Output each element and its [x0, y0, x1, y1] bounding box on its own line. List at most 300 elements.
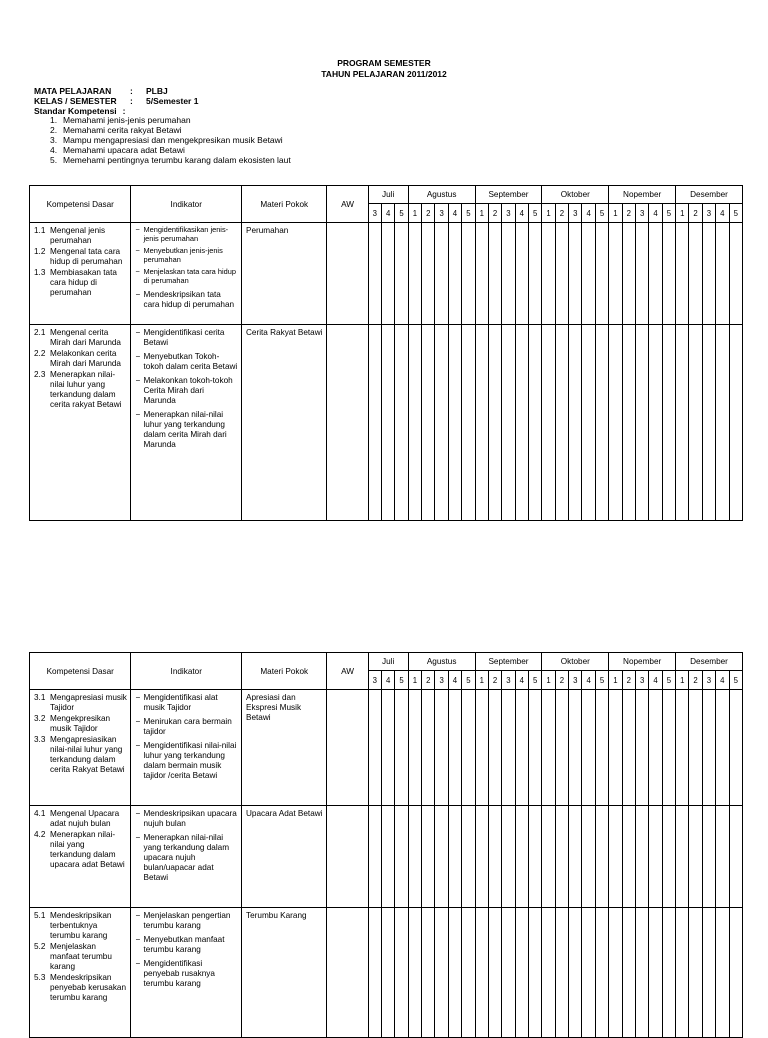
kd-num: 2.1 [34, 328, 46, 337]
week-cell [515, 223, 528, 325]
week-header: 1 [609, 671, 622, 690]
subject-label: MATA PELAJARAN [34, 86, 112, 96]
indikator-item [135, 693, 238, 713]
week-cell [716, 806, 729, 908]
week-cell [595, 690, 608, 806]
week-header: 3 [702, 671, 715, 690]
kd-text: Menerapkan nilai-nilai yang terkandung dalam upacara adat Betawi [50, 830, 125, 869]
week-cell [622, 325, 635, 521]
week-cell [676, 908, 689, 1038]
kd-text: Membiasakan tata cara hidup di perumahan [50, 268, 117, 297]
kd-item [34, 328, 127, 348]
indikator-text: Mengidentifikasikan jenis-jenis perumahan [143, 225, 229, 243]
week-cell [676, 690, 689, 806]
week-cell [462, 908, 475, 1038]
kd-text: Mengenal jenis perumahan [50, 226, 106, 245]
indikator-text: Melakonkan tokoh-tokoh Cerita Mirah dari Marunda [143, 376, 233, 405]
kd-num: 3.1 [34, 693, 46, 702]
sk-num: 3. [50, 134, 58, 145]
week-cell [381, 690, 394, 806]
week-header: 4 [582, 204, 595, 223]
materi-pokok-text: Cerita Rakyat Betawi [246, 328, 323, 337]
kd-text: Menjelaskan manfaat terumbu karang [50, 942, 112, 971]
week-header: 5 [729, 671, 743, 690]
week-cell [555, 806, 568, 908]
week-header: 1 [408, 204, 421, 223]
week-cell [635, 690, 648, 806]
week-cell [582, 806, 595, 908]
aw-cell [327, 223, 368, 325]
month-header: Oktober [542, 186, 609, 204]
week-cell [435, 325, 448, 521]
kd-text: Mendeskripsikan penyebab kerusakan terumbu karang [50, 973, 127, 1002]
indikator-list [131, 908, 241, 995]
week-cell [622, 223, 635, 325]
week-header: 4 [515, 671, 528, 690]
bullet-dash: − [135, 959, 141, 968]
week-cell [448, 223, 461, 325]
kd-item [34, 268, 127, 298]
indikator-text: Menerapkan nilai-nilai yang terkandung dalam upacara nujuh bulan/uapacar adat Betawi [143, 833, 230, 882]
indikator-item [135, 809, 238, 829]
week-cell [595, 806, 608, 908]
week-cell [729, 690, 743, 806]
bullet-dash: − [135, 833, 141, 842]
week-cell [555, 908, 568, 1038]
week-header: 5 [595, 204, 608, 223]
bullet-dash: − [135, 376, 141, 385]
materi-pokok-text: Perumahan [246, 226, 289, 235]
month-header: Oktober [542, 653, 609, 671]
indikator-list [131, 690, 241, 787]
week-cell [635, 806, 648, 908]
kd-num: 3.2 [34, 714, 46, 723]
week-cell [422, 223, 435, 325]
week-cell [422, 325, 435, 521]
week-cell [529, 806, 542, 908]
week-cell [422, 690, 435, 806]
week-cell [662, 223, 675, 325]
week-header: 4 [716, 671, 729, 690]
week-cell [502, 325, 515, 521]
colon: : [122, 105, 126, 116]
materi-pokok-cell [242, 325, 327, 521]
week-cell [662, 325, 675, 521]
indikator-list [131, 223, 241, 316]
week-cell [395, 908, 408, 1038]
kd-num: 1.1 [34, 226, 46, 235]
class-label: KELAS / SEMESTER [34, 95, 117, 106]
week-header: 1 [408, 671, 421, 690]
week-header: 3 [702, 204, 715, 223]
sk-list [34, 116, 291, 165]
indikator-item [135, 911, 238, 931]
week-cell [488, 806, 501, 908]
aw-cell [327, 325, 368, 521]
week-cell [475, 908, 488, 1038]
week-cell [488, 908, 501, 1038]
week-cell [475, 806, 488, 908]
week-header: 4 [381, 204, 394, 223]
sk-num: 1. [50, 115, 58, 126]
month-header: September [475, 186, 542, 204]
week-header: 4 [448, 671, 461, 690]
week-cell [662, 908, 675, 1038]
week-header: 2 [555, 204, 568, 223]
kd-list [30, 690, 130, 778]
week-cell [676, 223, 689, 325]
week-header: 5 [395, 204, 408, 223]
week-header: 3 [502, 204, 515, 223]
indikator-item [135, 717, 238, 737]
week-cell [395, 325, 408, 521]
indikator-item [135, 935, 238, 955]
week-cell [689, 806, 702, 908]
week-cell [569, 690, 582, 806]
week-cell [729, 908, 743, 1038]
materi-pokok-text: Apresiasi dan Ekspresi Musik Betawi [246, 693, 302, 722]
week-header: 5 [395, 671, 408, 690]
indikator-cell [131, 806, 242, 908]
week-cell [689, 325, 702, 521]
week-cell [676, 806, 689, 908]
week-cell [716, 223, 729, 325]
week-cell [542, 806, 555, 908]
kd-text: Menerapkan nilai-nilai luhur yang terkandung dalam cerita rakyat Betawi [50, 370, 122, 409]
bullet-dash: − [135, 911, 141, 920]
week-cell [729, 325, 743, 521]
header-kompetensi-dasar: Kompetensi Dasar [30, 653, 131, 690]
sk-num: 2. [50, 125, 58, 136]
week-cell [662, 690, 675, 806]
week-cell [702, 908, 715, 1038]
week-header: 3 [635, 204, 648, 223]
week-cell [408, 908, 421, 1038]
kd-text: Mengapresiasikan nilai-nilai luhur yang terkandung dalam cerita Rakyat Betawi [50, 735, 125, 774]
week-header: 5 [729, 204, 743, 223]
kd-item [34, 809, 127, 829]
kd-text: Melakonkan cerita Mirah dari Marunda [50, 349, 121, 368]
week-cell [368, 223, 381, 325]
indikator-text: Mengidentifikasi penyebab rusaknya terumbu karang [143, 959, 215, 988]
indikator-text: Menjelaskan tata cara hidup di perumahan [143, 267, 236, 285]
kompetensi-dasar-cell [30, 806, 131, 908]
sk-text: Memehami pentingnya terumbu karang dalam ekosisten laut [63, 154, 291, 165]
week-header: 2 [622, 671, 635, 690]
week-cell [569, 223, 582, 325]
month-header: Juli [368, 653, 408, 671]
indikator-text: Menyebutkan jenis-jenis perumahan [143, 246, 223, 264]
kd-num: 1.2 [34, 247, 46, 256]
indikator-text: Mendeskripsikan tata cara hidup di perumahan [143, 289, 235, 309]
week-header: 5 [462, 671, 475, 690]
week-cell [702, 806, 715, 908]
week-cell [569, 908, 582, 1038]
week-header: 1 [676, 204, 689, 223]
month-header: September [475, 653, 542, 671]
materi-pokok-cell [242, 806, 327, 908]
week-cell [475, 690, 488, 806]
week-header: 2 [488, 671, 501, 690]
week-cell [368, 325, 381, 521]
kd-num: 1.3 [34, 268, 46, 277]
week-cell [381, 908, 394, 1038]
kd-item [34, 247, 127, 267]
header-materi-pokok: Materi Pokok [242, 653, 327, 690]
week-header: 4 [515, 204, 528, 223]
table-row [30, 690, 743, 806]
week-header: 5 [529, 671, 542, 690]
week-cell [475, 223, 488, 325]
week-cell [395, 223, 408, 325]
indikator-item [135, 290, 238, 310]
week-cell [622, 806, 635, 908]
document-title: PROGRAM SEMESTER [337, 58, 431, 68]
kd-num: 2.3 [34, 370, 46, 379]
indikator-text: Mengidentifikasi nilai-nilai luhur yang terkandung dalam bermain musik tajidor /cerita Betawi [143, 741, 237, 780]
kd-num: 5.3 [34, 973, 46, 982]
week-cell [381, 806, 394, 908]
week-cell [609, 325, 622, 521]
indikator-text: Menjelaskan pengertian terumbu karang [143, 911, 231, 930]
kd-list [30, 908, 130, 1006]
week-cell [649, 806, 662, 908]
aw-cell [327, 806, 368, 908]
week-cell [622, 908, 635, 1038]
week-cell [609, 690, 622, 806]
week-cell [542, 908, 555, 1038]
header-materi-pokok: Materi Pokok [242, 186, 327, 223]
week-cell [595, 223, 608, 325]
indikator-cell [131, 223, 242, 325]
kd-item [34, 714, 127, 734]
sk-text: Memahami jenis-jenis perumahan [63, 115, 191, 126]
indikator-text: Mendeskripsikan upacara nujuh bulan [143, 809, 237, 828]
indikator-list [131, 325, 241, 456]
week-header: 3 [368, 671, 381, 690]
week-cell [595, 908, 608, 1038]
bullet-dash: − [135, 809, 141, 818]
bullet-dash: − [135, 741, 141, 750]
week-cell [408, 223, 421, 325]
week-header: 2 [488, 204, 501, 223]
materi-pokok-cell [242, 908, 327, 1038]
table-row [30, 223, 743, 325]
program-table-1 [29, 185, 743, 521]
week-header: 2 [422, 204, 435, 223]
week-cell [435, 223, 448, 325]
week-header: 1 [542, 671, 555, 690]
week-cell [488, 690, 501, 806]
week-cell [502, 690, 515, 806]
week-header: 4 [582, 671, 595, 690]
week-header: 3 [569, 671, 582, 690]
kd-item [34, 830, 127, 870]
bullet-dash: − [135, 935, 141, 944]
month-header: Nopember [609, 186, 676, 204]
sk-num: 5. [50, 154, 58, 165]
week-cell [462, 325, 475, 521]
kd-num: 5.2 [34, 942, 46, 951]
indikator-text: Menerapkan nilai-nilai luhur yang terkandung dalam cerita Mirah dari Marunda [143, 410, 227, 449]
week-header: 5 [529, 204, 542, 223]
week-cell [395, 690, 408, 806]
week-cell [689, 690, 702, 806]
week-cell [422, 908, 435, 1038]
header-aw: AW [327, 653, 368, 690]
week-header: 3 [435, 204, 448, 223]
kd-text: Mengenal Upacara adat nujuh bulan [50, 809, 120, 828]
bullet-dash: − [135, 410, 141, 419]
kd-item [34, 735, 127, 775]
week-cell [462, 806, 475, 908]
week-cell [488, 223, 501, 325]
week-header: 4 [448, 204, 461, 223]
kd-num: 2.2 [34, 349, 46, 358]
week-cell [609, 806, 622, 908]
week-header: 5 [662, 671, 675, 690]
week-header: 4 [381, 671, 394, 690]
week-cell [502, 806, 515, 908]
indikator-cell [131, 325, 242, 521]
week-header: 1 [609, 204, 622, 223]
bullet-dash: − [135, 225, 140, 234]
week-cell [435, 806, 448, 908]
subject-value: PLBJ [146, 86, 168, 96]
kd-text: Mengapresiasi musik Tajidor [50, 693, 127, 712]
week-header: 4 [649, 204, 662, 223]
week-cell [435, 690, 448, 806]
week-cell [555, 223, 568, 325]
sk-text: Mampu mengapresiasi dan mengekpresikan musik Betawi [63, 134, 283, 145]
week-header: 1 [475, 204, 488, 223]
week-cell [462, 690, 475, 806]
week-cell [435, 908, 448, 1038]
indikator-text: Menirukan cara bermain tajidor [143, 717, 232, 736]
aw-cell [327, 690, 368, 806]
week-header: 4 [649, 671, 662, 690]
week-header: 2 [555, 671, 568, 690]
kd-text: Mengekpresikan musik Tajidor [50, 714, 111, 733]
kd-text: Mengenal tata cara hidup di perumahan [50, 247, 123, 266]
week-cell [381, 223, 394, 325]
week-cell [635, 325, 648, 521]
week-cell [529, 690, 542, 806]
indikator-item [135, 268, 238, 285]
kd-num: 4.2 [34, 830, 46, 839]
indikator-cell [131, 908, 242, 1038]
table-row [30, 325, 743, 521]
bullet-dash: − [135, 328, 141, 337]
kd-item [34, 942, 127, 972]
indikator-text: Menyebutkan manfaat terumbu karang [143, 935, 225, 954]
month-header: Agustus [408, 186, 475, 204]
week-cell [662, 806, 675, 908]
week-cell [408, 690, 421, 806]
week-cell [408, 806, 421, 908]
week-cell [649, 223, 662, 325]
class-value: 5/Semester 1 [146, 95, 199, 106]
month-header: Desember [676, 653, 743, 671]
sk-num: 4. [50, 144, 58, 155]
week-header: 3 [368, 204, 381, 223]
sk-item [50, 156, 291, 166]
week-cell [368, 690, 381, 806]
week-header: 2 [689, 204, 702, 223]
kd-list [30, 325, 130, 413]
kd-item [34, 973, 127, 1003]
bullet-dash: − [135, 352, 141, 361]
indikator-item [135, 352, 238, 372]
week-cell [609, 223, 622, 325]
kompetensi-dasar-cell [30, 325, 131, 521]
header-kompetensi-dasar: Kompetensi Dasar [30, 186, 131, 223]
week-cell [729, 223, 743, 325]
week-header: 1 [676, 671, 689, 690]
meta-block [34, 87, 291, 165]
week-cell [649, 325, 662, 521]
week-cell [582, 690, 595, 806]
week-header: 2 [622, 204, 635, 223]
indikator-item [135, 741, 238, 781]
week-cell [515, 690, 528, 806]
week-cell [542, 690, 555, 806]
bullet-dash: − [135, 289, 141, 299]
kd-text: Mengenal cerita Mirah dari Marunda [50, 328, 121, 347]
week-cell [542, 325, 555, 521]
indikator-item [135, 328, 238, 348]
indikator-item [135, 226, 238, 243]
week-cell [408, 325, 421, 521]
week-cell [582, 908, 595, 1038]
week-cell [569, 806, 582, 908]
indikator-text: Mengidentifikasi alat musik Tajidor [143, 693, 218, 712]
week-cell [448, 806, 461, 908]
week-cell [529, 325, 542, 521]
week-cell [689, 908, 702, 1038]
week-cell [488, 325, 501, 521]
header-indikator: Indikator [131, 653, 242, 690]
week-cell [676, 325, 689, 521]
indikator-text: Mengidentifikasi cerita Betawi [143, 328, 225, 347]
kd-num: 3.3 [34, 735, 46, 744]
week-cell [729, 806, 743, 908]
week-header: 3 [569, 204, 582, 223]
week-cell [368, 908, 381, 1038]
week-header: 5 [662, 204, 675, 223]
header-indikator: Indikator [131, 186, 242, 223]
week-header: 2 [689, 671, 702, 690]
week-cell [569, 325, 582, 521]
week-header: 5 [462, 204, 475, 223]
kompetensi-dasar-cell [30, 690, 131, 806]
table-row [30, 806, 743, 908]
indikator-list [131, 806, 241, 889]
indikator-item [135, 959, 238, 989]
week-cell [475, 325, 488, 521]
materi-pokok-text: Terumbu Karang [246, 911, 307, 920]
week-cell [448, 325, 461, 521]
week-cell [368, 806, 381, 908]
week-cell [609, 908, 622, 1038]
week-header: 1 [475, 671, 488, 690]
kompetensi-dasar-cell [30, 908, 131, 1038]
kompetensi-dasar-cell [30, 223, 131, 325]
month-header: Nopember [609, 653, 676, 671]
kd-item [34, 693, 127, 713]
week-cell [515, 908, 528, 1038]
sk-text: Memahami cerita rakyat Betawi [63, 125, 182, 136]
